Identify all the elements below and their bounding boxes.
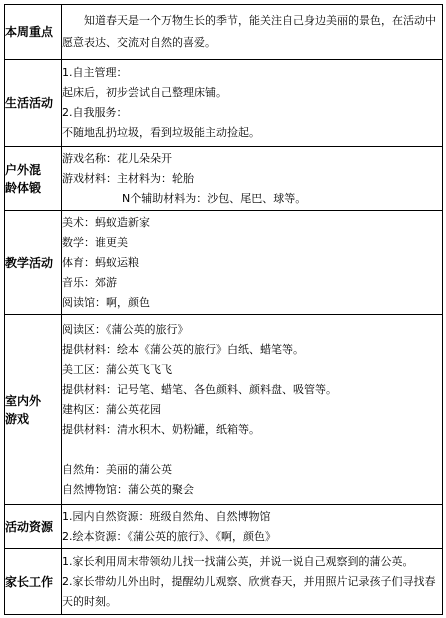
content-focus: [62, 5, 443, 60]
content-games: [62, 315, 443, 505]
games-line: 阅读区：《蒲公英的旅行》: [62, 322, 189, 336]
label-parents: 家长工作: [5, 549, 62, 615]
teaching-line: 体育：蚂蚁运粮: [62, 255, 139, 269]
life-line: 不随地乱扔垃圾，看到垃圾能主动捡起。: [62, 126, 260, 139]
teaching-line: 音乐：郊游: [62, 275, 117, 289]
games-line: 提供材料：绘本《蒲公英的旅行》白纸、蜡笔等。: [62, 342, 304, 356]
blank-line: [62, 440, 442, 460]
label-outdoor-line1: 户外混: [5, 162, 42, 177]
outdoor-line: 游戏材料：主材料为：轮胎: [62, 171, 194, 185]
teaching-line: 数学：谁更美: [62, 235, 128, 249]
games-line: 提供材料：记号笔、蜡笔、各色颜料、颜料盘、吸管等。: [62, 382, 337, 396]
life-line: 1.自主管理：: [62, 66, 128, 79]
life-line: 2.自我服务：: [62, 106, 128, 119]
row-games: [5, 315, 443, 505]
row-life: [5, 60, 443, 147]
parents-line: 2.家长带幼儿外出时，提醒幼儿观察、欣赏春天，并用照片记录孩子们寻找春天的时刻。: [62, 574, 436, 608]
games-line: 自然角：美丽的蒲公英: [62, 462, 172, 476]
games-line: 建构区：蒲公英花园: [62, 402, 161, 416]
games-line: 提供材料：清水积木、奶粉罐，纸箱等。: [62, 422, 260, 436]
teaching-line: 美术：蚂蚁造新家: [62, 215, 150, 229]
label-resources: 活动资源: [5, 505, 62, 549]
label-outdoor: [5, 147, 62, 211]
row-resources: [5, 505, 443, 549]
content-outdoor: [62, 147, 443, 211]
row-focus: [5, 5, 443, 60]
content-teaching: [62, 211, 443, 315]
focus-text: 知道春天是一个万物生长的季节，能关注自己身边美丽的景色，在活动中愿意表达、交流对自然的喜爱。: [62, 14, 436, 49]
outdoor-line: N个辅助材料为：沙包、尾巴、球等。: [122, 191, 307, 205]
row-teaching: [5, 211, 443, 315]
content-parents: [62, 549, 443, 615]
content-life: [62, 60, 443, 147]
outdoor-line: 游戏名称：花儿朵朵开: [62, 151, 172, 165]
life-line: 起床后，初步尝试自己整理床铺。: [62, 86, 227, 99]
label-games-line1: 室内外: [5, 393, 42, 408]
row-outdoor: [5, 147, 443, 211]
row-parents: [5, 549, 443, 615]
resources-line: 1.园内自然资源：班级自然角、自然博物馆: [62, 509, 271, 523]
games-line: 自然博物馆：蒲公英的聚会: [62, 482, 194, 496]
weekly-plan-table: [4, 4, 443, 615]
parents-line: 1.家长利用周末带领幼儿找一找蒲公英，并说一说自己观察到的蒲公英。: [62, 554, 414, 568]
label-outdoor-line2: 龄体锻: [5, 180, 42, 195]
label-life: 生活活动: [5, 60, 62, 147]
label-games: [5, 315, 62, 505]
content-resources: [62, 505, 443, 549]
teaching-line: 阅读馆：啊，颜色: [62, 295, 150, 309]
label-teaching: 教学活动: [5, 211, 62, 315]
games-line: 美工区：蒲公英飞飞飞: [62, 362, 172, 376]
resources-line: 2.绘本资源：《蒲公英的旅行》、《啊，颜色》: [62, 529, 276, 543]
label-games-line2: 游戏: [5, 411, 30, 426]
label-focus: 本周重点: [5, 5, 62, 60]
